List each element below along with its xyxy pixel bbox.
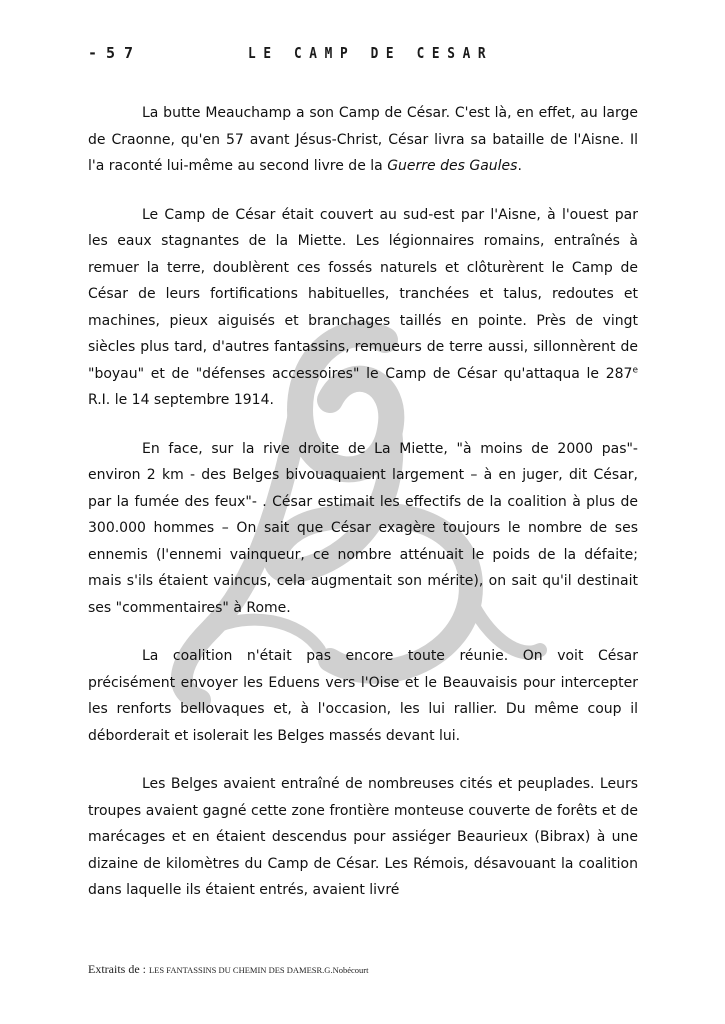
paragraph-5: [88, 771, 638, 904]
body-text: [88, 100, 638, 926]
paragraph-5-text: Les Belges avaient entraîné de nombreuses cités et peuplades. Leurs troupes avaient gagné cette zone frontière monteuse couverte de forêts et de marécages et en étaient descendus pour assiéger Beaurieux (Bibrax) à une dizaine de kilomètres du Camp de César. Les Rémois, désavouant la coalition dans laquelle ils étaient entrés, avaient livré: [88, 776, 638, 898]
paragraph-1-text: La butte Meauchamp a son Camp de César. C'est là, en effet, au large de Craonne, qu'en 57 avant Jésus-Christ, César livra sa bataille de l'Aisne. Il l'a raconté lui-même au second livre de la: [88, 105, 638, 174]
paragraph-2-tail: R.I. le 14 septembre 1914.: [88, 392, 274, 408]
paragraph-3-text: En face, sur la rive droite de La Miette, "à moins de 2000 pas"- environ 2 km - des Belges bivouaquaient largement – à en juger, dit César, par la fumée des feux"- . César estimait les effectifs de la coalition à plus de 300.000 hommes – On sait que César exagère toujours le nombre de ses ennemis (l'ennemi vainqueur, ce nombre atténuait le poids de la défaite; mais s'ils étaient vaincus, cela augmentait son mérite), on sait qu'il destinait ses "commentaires" à Rome.: [88, 440, 638, 616]
footer-source: LES FANTASSINS DU CHEMIN DES DAMESR.G.Nobécourt: [148, 965, 369, 975]
paragraph-1: [88, 100, 638, 180]
page-footer: [88, 962, 368, 977]
book-title-italic: Guerre des Gaules: [387, 158, 518, 174]
paragraph-4: [88, 643, 638, 749]
paragraph-4-text: La coalition n'était pas encore toute réunie. On voit César précisément envoyer les Eduens vers l'Oise et le Beauvaisis pour intercepter les renforts bellovaques et, à l'occasion, les lui rallier. Du même coup il déborderait et isolerait les Belges massés devant lui.: [88, 648, 638, 744]
paragraph-1-tail: .: [517, 158, 522, 174]
page-number: -57: [88, 44, 143, 62]
paragraph-2: [88, 202, 638, 414]
ordinal-superscript: e: [632, 364, 638, 375]
paragraph-3: [88, 436, 638, 622]
chapter-title: LE CAMP DE CESAR: [248, 44, 494, 62]
page-header: [88, 44, 648, 68]
footer-prefix: Extraits de :: [88, 962, 149, 976]
paragraph-2-text: Le Camp de César était couvert au sud-est par l'Aisne, à l'ouest par les eaux stagnantes de la Miette. Les légionnaires romains, entraînés à remuer la terre, doublèrent ces fossés naturels et clôturèrent le Camp de César de leurs fortifications habituelles, tranchées et talus, redoutes et machines, pieux aiguisés et branchages taillés en pointe. Près de vingt siècles plus tard, d'autres fantassins, remueurs de terre aussi, sillonnèrent de "boyau" et de "défenses accessoires" le Camp de César qu'attaqua le 287: [88, 206, 638, 382]
